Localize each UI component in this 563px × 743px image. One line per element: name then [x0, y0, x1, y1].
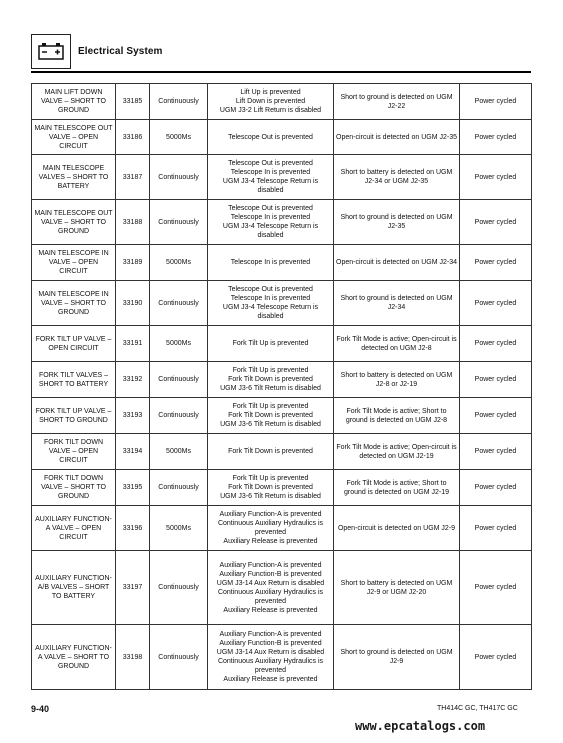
table-row: [32, 200, 532, 245]
detection-timing-cell: Continuously: [150, 155, 208, 200]
table-row: [32, 434, 532, 470]
fault-reaction-line: Auxiliary Function-A is prevented: [219, 631, 322, 638]
detection-condition-cell: Short to ground is detected on UGM J2-34: [334, 281, 460, 326]
recovery-cell: Power cycled: [460, 245, 532, 281]
table-row: [32, 84, 532, 120]
fault-condition-cell: MAIN TELESCOPE OUT VALVE – OPEN CIRCUIT: [32, 120, 116, 155]
fault-code-cell: 33186: [116, 120, 150, 155]
fault-code-cell: 33185: [116, 84, 150, 120]
fault-reaction-line: Telescope Out is prevented: [228, 133, 313, 141]
detection-condition-cell: Short to battery is detected on UGM J2-9 or UGM J2-20: [334, 551, 460, 625]
fault-reaction-line: Continuous Auxiliary Hydraulics is prevented: [217, 658, 324, 674]
fault-reaction-line: UGM J3-14 Aux Return is disabled: [216, 649, 325, 656]
fault-reaction-line: UGM J3-2 Lift Return is disabled: [219, 107, 322, 114]
fault-reaction-line: Auxiliary Function-A is prevented: [219, 511, 322, 518]
fault-code-cell: 33190: [116, 281, 150, 326]
detection-condition-cell: Open-circuit is detected on UGM J2-9: [334, 506, 460, 551]
fault-reaction-cell: [208, 326, 334, 362]
fault-reaction-line: UGM J3-6 Tilt Return is disabled: [220, 421, 321, 428]
detection-timing-cell: 5000Ms: [150, 506, 208, 551]
fault-condition-cell: AUXILIARY FUNCTION-A/B VALVES – SHORT TO BATTERY: [32, 551, 116, 625]
table-row: [32, 245, 532, 281]
fault-code-cell: 33192: [116, 362, 150, 398]
fault-reaction-line: Fork Tilt Up is prevented: [232, 475, 309, 482]
table-row: [32, 625, 532, 690]
fault-condition-cell: FORK TILT UP VALVE – OPEN CIRCUIT: [32, 326, 116, 362]
fault-reaction-line: Fork Tilt Up is prevented: [232, 340, 309, 347]
fault-reaction-line: Telescope In is prevented: [230, 169, 311, 176]
detection-timing-cell: 5000Ms: [150, 120, 208, 155]
recovery-cell: Power cycled: [460, 281, 532, 326]
detection-condition-cell: Short to ground is detected on UGM J2-35: [334, 200, 460, 245]
fault-reaction-line: Fork Tilt Down is prevented: [228, 376, 313, 383]
fault-condition-cell: AUXILIARY FUNCTION-A VALVE – OPEN CIRCUIT: [32, 506, 116, 551]
table-row: [32, 362, 532, 398]
recovery-cell: Power cycled: [460, 470, 532, 506]
fault-reaction-line: Fork Tilt Down is prevented: [228, 448, 313, 455]
fault-condition-cell: FORK TILT VALVES – SHORT TO BATTERY: [32, 362, 116, 398]
fault-reaction-cell: [208, 506, 334, 551]
fault-code-cell: 33188: [116, 200, 150, 245]
recovery-cell: Power cycled: [460, 200, 532, 245]
fault-code-cell: 33194: [116, 434, 150, 470]
detection-timing-cell: Continuously: [150, 84, 208, 120]
fault-condition-cell: MAIN TELESCOPE VALVES – SHORT TO BATTERY: [32, 155, 116, 200]
fault-reaction-cell: [208, 551, 334, 625]
fault-code-cell: 33196: [116, 506, 150, 551]
recovery-cell: Power cycled: [460, 434, 532, 470]
fault-condition-cell: FORK TILT DOWN VALVE – OPEN CIRCUIT: [32, 434, 116, 470]
table-row: [32, 326, 532, 362]
fault-code-cell: 33193: [116, 398, 150, 434]
fault-reaction-cell: [208, 84, 334, 120]
recovery-cell: Power cycled: [460, 551, 532, 625]
fault-reaction-line: Telescope In is prevented: [230, 214, 311, 221]
recovery-cell: Power cycled: [460, 326, 532, 362]
table-row: [32, 281, 532, 326]
fault-reaction-line: Auxiliary Release is prevented: [223, 676, 318, 683]
battery-icon-box: [31, 34, 71, 69]
fault-code-cell: 33189: [116, 245, 150, 281]
recovery-cell: Power cycled: [460, 362, 532, 398]
fault-reaction-line: UGM J3-6 Tilt Return is disabled: [220, 385, 321, 392]
fault-reaction-cell: [208, 398, 334, 434]
fault-reaction-line: Fork Tilt Up is prevented: [232, 367, 309, 374]
fault-reaction-cell: [208, 625, 334, 690]
detection-condition-cell: Short to ground is detected on UGM J2-22: [334, 84, 460, 120]
fault-reaction-cell: [208, 155, 334, 200]
fault-reaction-cell: [208, 362, 334, 398]
fault-reaction-line: Telescope Out is prevented: [228, 286, 313, 293]
fault-reaction-line: Auxiliary Function-B is prevented: [219, 640, 322, 647]
fault-reaction-line: Continuous Auxiliary Hydraulics is prevented: [217, 520, 324, 536]
recovery-cell: Power cycled: [460, 506, 532, 551]
fault-reaction-line: Continuous Auxiliary Hydraulics is prevented: [217, 588, 324, 605]
fault-code-cell: 33197: [116, 551, 150, 625]
fault-reaction-line: Fork Tilt Down is prevented: [228, 412, 313, 419]
fault-reaction-line: UGM J3-6 Tilt Return is disabled: [220, 493, 321, 500]
detection-condition-cell: Fork Tilt Mode is active; Short to ground is detected on UGM J2-19: [334, 470, 460, 506]
fault-reaction-line: UGM J3-14 Aux Return is disabled: [216, 579, 325, 587]
detection-timing-cell: 5000Ms: [150, 245, 208, 281]
page-header: [31, 34, 531, 74]
fault-reaction-cell: [208, 281, 334, 326]
section-title: Electrical System: [78, 46, 163, 57]
fault-code-table-body: [32, 84, 532, 690]
fault-reaction-line: Auxiliary Function-B is prevented: [219, 570, 322, 578]
detection-timing-cell: Continuously: [150, 362, 208, 398]
fault-reaction-cell: [208, 470, 334, 506]
fault-reaction-cell: [208, 120, 334, 155]
fault-reaction-line: Telescope In is prevented: [230, 295, 311, 302]
fault-reaction-cell: [208, 245, 334, 281]
fault-condition-cell: MAIN TELESCOPE OUT VALVE – SHORT TO GROUND: [32, 200, 116, 245]
table-row: [32, 155, 532, 200]
detection-timing-cell: Continuously: [150, 281, 208, 326]
detection-timing-cell: Continuously: [150, 398, 208, 434]
fault-condition-cell: FORK TILT DOWN VALVE – SHORT TO GROUND: [32, 470, 116, 506]
fault-reaction-line: Auxiliary Release is prevented: [223, 538, 318, 545]
table-row: [32, 120, 532, 155]
recovery-cell: Power cycled: [460, 625, 532, 690]
fault-code-cell: 33195: [116, 470, 150, 506]
detection-timing-cell: Continuously: [150, 470, 208, 506]
fault-reaction-line: Lift Up is prevented: [240, 89, 301, 96]
watermark-url: www.epcatalogs.com: [355, 719, 486, 733]
recovery-cell: Power cycled: [460, 120, 532, 155]
fault-reaction-line: UGM J3-4 Telescope Return is disabled: [222, 178, 319, 194]
fault-reaction-line: Telescope Out is prevented: [228, 205, 313, 212]
fault-condition-cell: MAIN LIFT DOWN VALVE – SHORT TO GROUND: [32, 84, 116, 120]
table-row: [32, 551, 532, 625]
header-divider: [31, 71, 531, 73]
battery-icon: [38, 42, 64, 60]
fault-condition-cell: AUXILIARY FUNCTION-A VALVE – SHORT TO GROUND: [32, 625, 116, 690]
fault-reaction-line: Fork Tilt Up is prevented: [232, 403, 309, 410]
detection-condition-cell: Fork Tilt Mode is active; Open-circuit is detected on UGM J2-19: [334, 434, 460, 470]
fault-reaction-line: Fork Tilt Down is prevented: [228, 484, 313, 491]
fault-code-cell: 33191: [116, 326, 150, 362]
detection-timing-cell: 5000Ms: [150, 434, 208, 470]
fault-code-cell: 33198: [116, 625, 150, 690]
fault-code-cell: 33187: [116, 155, 150, 200]
detection-condition-cell: Fork Tilt Mode is active; Short to ground is detected on UGM J2-8: [334, 398, 460, 434]
model-numbers: TH414C GC, TH417C GC: [437, 705, 518, 712]
table-row: [32, 506, 532, 551]
fault-condition-cell: MAIN TELESCOPE IN VALVE – SHORT TO GROUND: [32, 281, 116, 326]
detection-condition-cell: Open-circuit is detected on UGM J2-34: [334, 245, 460, 281]
fault-reaction-line: UGM J3-4 Telescope Return is disabled: [222, 304, 319, 320]
detection-condition-cell: Short to battery is detected on UGM J2-34 or UGM J2-35: [334, 155, 460, 200]
fault-reaction-line: Lift Down is prevented: [235, 98, 306, 105]
fault-reaction-cell: [208, 200, 334, 245]
recovery-cell: Power cycled: [460, 398, 532, 434]
fault-condition-cell: MAIN TELESCOPE IN VALVE – OPEN CIRCUIT: [32, 245, 116, 281]
detection-condition-cell: Fork Tilt Mode is active; Open-circuit is detected on UGM J2-8: [334, 326, 460, 362]
detection-timing-cell: Continuously: [150, 200, 208, 245]
table-row: [32, 470, 532, 506]
detection-timing-cell: Continuously: [150, 625, 208, 690]
fault-reaction-line: Auxiliary Function-A is prevented: [219, 561, 322, 569]
page-number: 9-40: [31, 704, 50, 714]
detection-condition-cell: Short to battery is detected on UGM J2-8 or J2-19: [334, 362, 460, 398]
fault-reaction-line: Auxiliary Release is prevented: [223, 606, 318, 614]
fault-reaction-line: UGM J3-4 Telescope Return is disabled: [222, 223, 319, 239]
fault-condition-cell: FORK TILT UP VALVE – SHORT TO GROUND: [32, 398, 116, 434]
recovery-cell: Power cycled: [460, 155, 532, 200]
fault-reaction-line: Telescope Out is prevented: [228, 160, 313, 167]
detection-condition-cell: Short to ground is detected on UGM J2-9: [334, 625, 460, 690]
fault-code-table: [31, 83, 532, 690]
table-row: [32, 398, 532, 434]
detection-timing-cell: Continuously: [150, 551, 208, 625]
detection-timing-cell: 5000Ms: [150, 326, 208, 362]
fault-reaction-line: Telescope In is prevented: [230, 259, 311, 266]
fault-reaction-cell: [208, 434, 334, 470]
recovery-cell: Power cycled: [460, 84, 532, 120]
detection-condition-cell: Open-circuit is detected on UGM J2-35: [334, 120, 460, 155]
